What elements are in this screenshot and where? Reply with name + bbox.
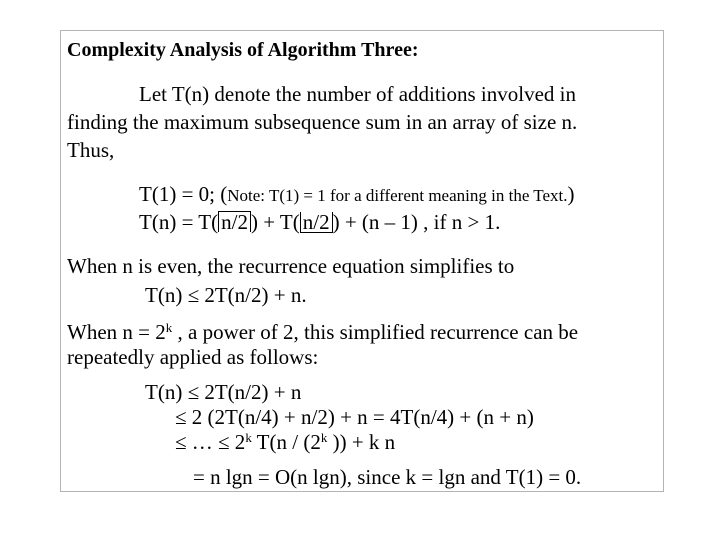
intro-line-2: finding the maximum subsequence sum in an array of size n. [67,110,578,134]
base-case [139,182,575,208]
power-exponent: k [165,320,173,335]
floor-term: n/2 [300,212,333,233]
ceiling-term: n/2 [218,211,251,232]
power-case-line-1 [67,320,578,344]
power-case-text-b: , a power of 2, this simplified recurrence can be [172,320,579,344]
even-case-line: When n is even, the recurrence equation simplifies to [67,254,515,278]
base-case-note: Note: T(1) = 1 for a different meaning in the Text. [227,186,568,205]
recurrence-equation [139,210,500,234]
derivation-exponent-1: k [245,430,252,445]
derivation-exponent-2: k [320,430,328,445]
derivation-step-3-c: )) + k n [327,430,396,454]
derivation-step-3 [175,430,395,454]
recurrence-mid: ) + T( [250,210,300,234]
base-case-main: T(1) = 0; ( [139,182,228,206]
power-case-line-2: repeatedly applied as follows: [67,345,319,369]
derivation-step-4: = n lgn = O(n lgn), since k = lgn and T(1) = 0. [193,465,582,489]
recurrence-lhs: T(n) = T( [139,210,219,234]
intro-line-1: Let T(n) denote the number of additions involved in [139,82,577,106]
recurrence-rhs: ) + (n – 1) , if n > 1. [332,210,501,234]
intro-line-3: Thus, [67,138,115,162]
even-case-equation: T(n) ≤ 2T(n/2) + n. [145,283,307,307]
base-case-close: ) [567,182,575,206]
power-case-text-a: When n = 2 [67,320,166,344]
derivation-step-3-b: T(n / (2 [251,430,321,454]
derivation-step-3-a: ≤ … ≤ 2 [175,430,246,454]
derivation-step-2: ≤ 2 (2T(n/4) + n/2) + n = 4T(n/4) + (n + n) [175,405,534,429]
derivation-step-1: T(n) ≤ 2T(n/2) + n [145,380,302,404]
slide-title: Complexity Analysis of Algorithm Three: [67,39,419,61]
